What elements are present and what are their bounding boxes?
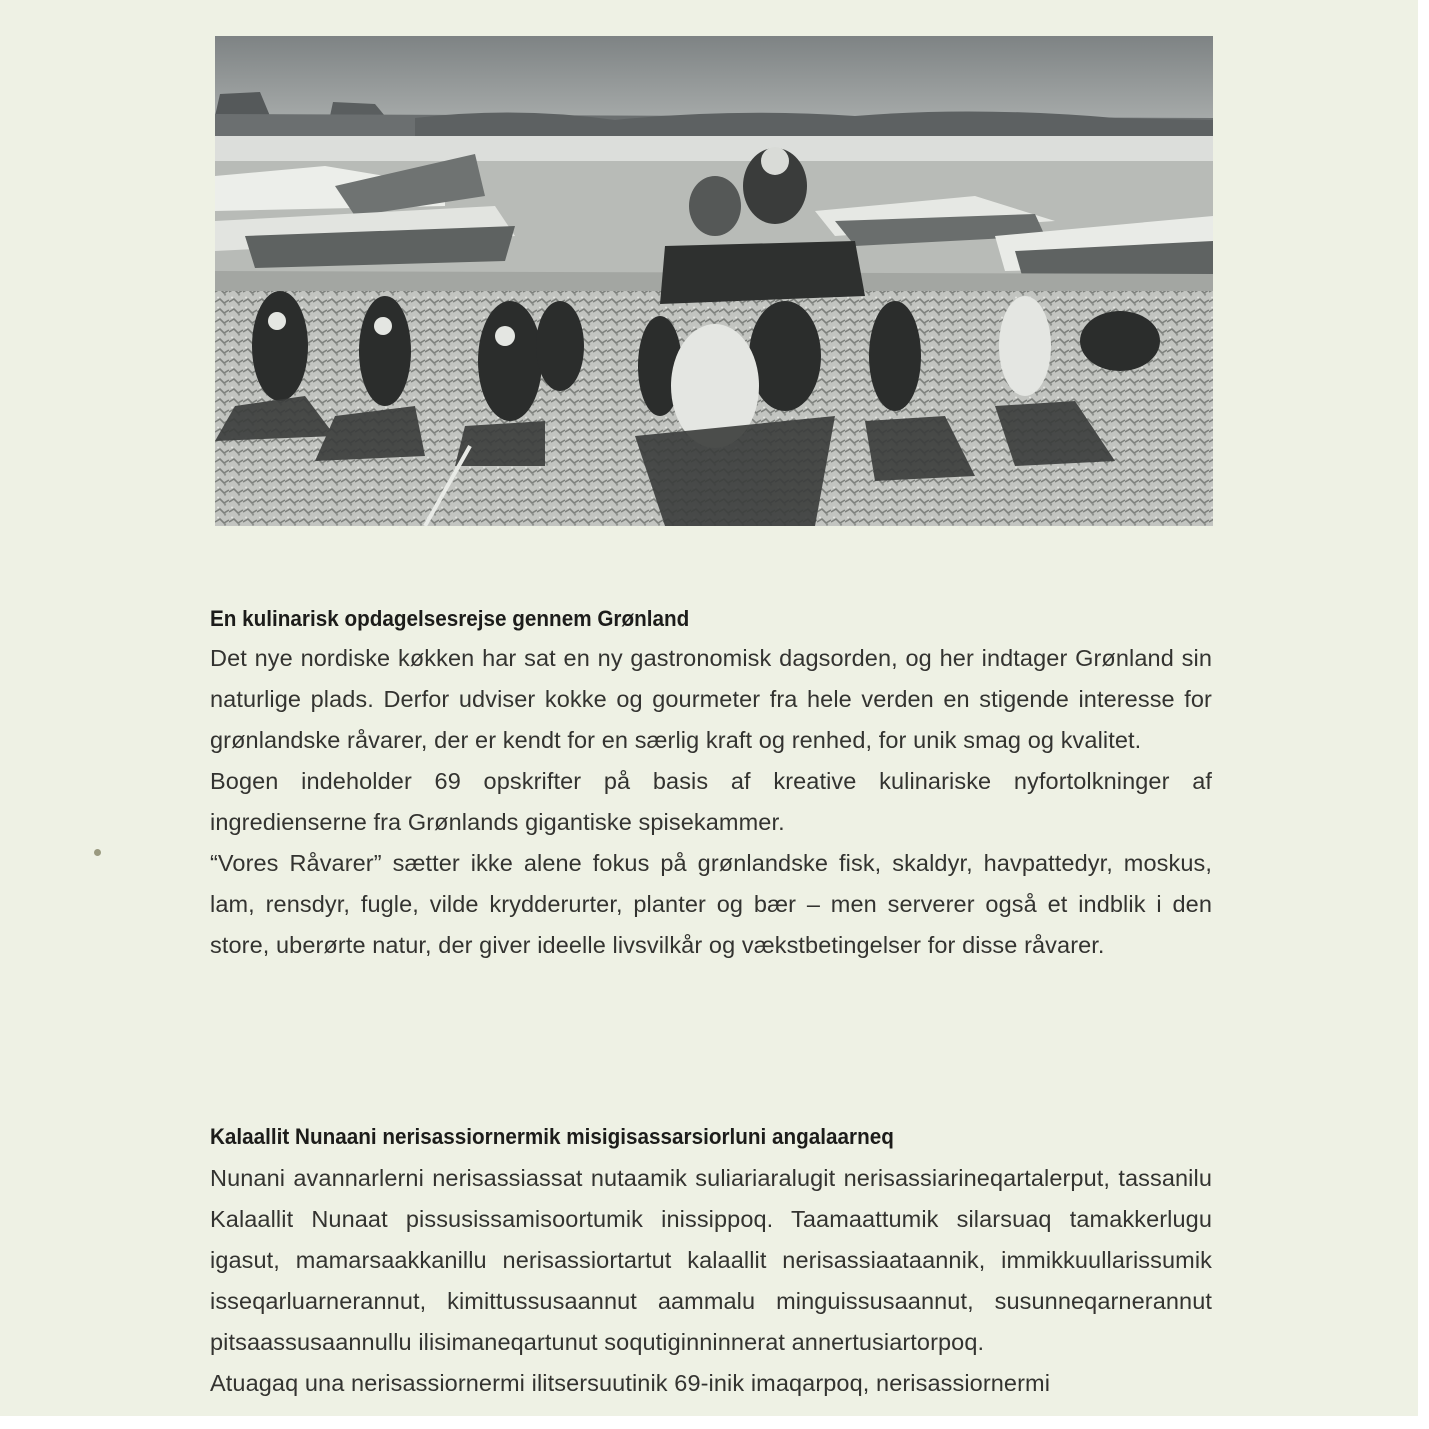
greenlandic-paragraph-1: Nunani avannarlerni nerisassiassat nutaamik suliariaralugit nerisassiarineqartalerput, tassanilu Kalaallit Nunaat pissusissamisoortumik inissippoq. Taamaattumik silarsuaq tamakkerlugu igasut, mamarsaakkanillu nerisassiortartut kalaallit nerisassiaataannik, immikkuullarissumik isseqarluarnerannut, kimittussusaannut aammalu minguissusaannut, susunneqarnerannut pitsaassusaannullu ilisimaneqartunut soqutiginninnerat annertusiartorpoq. <box>210 1165 1212 1355</box>
scan-right-edge <box>1418 0 1429 1429</box>
danish-heading: En kulinarisk opdagelsesrejse gennem Grønland <box>210 606 690 631</box>
article-greenlandic <box>210 1122 1212 1404</box>
danish-paragraph-1: Det nye nordiske køkken har sat en ny gastronomisk dagsorden, og her indtager Grønland sin naturlige plads. Derfor udviser kokke og gourmeter fra hele verden en stigende interesse for grønlandske råvarer, der er kendt for en særlig kraft og renhed, for unik smag og kvalitet. <box>210 645 1212 753</box>
sled-dogs-photo <box>215 36 1213 526</box>
scan-bottom-edge <box>0 1416 1429 1429</box>
photo-illustration <box>215 36 1213 526</box>
page-speck <box>94 849 101 856</box>
greenlandic-heading: Kalaallit Nunaani nerisassiornermik misigisassarsiorluni angalaarneq <box>210 1124 894 1149</box>
article-danish <box>210 604 1212 966</box>
danish-paragraph-3: “Vores Råvarer” sætter ikke alene fokus på grønlandske fisk, skaldyr, havpattedyr, moskus, lam, rensdyr, fugle, vilde krydderurter, planter og bær – men serverer også et indblik i den store, uberørte natur, der giver ideelle livsvilkår og vækstbetingelser for disse råvarer. <box>210 850 1212 958</box>
greenlandic-paragraph-2: Atuagaq una nerisassiornermi ilitsersuutinik 69-inik imaqarpoq, nerisassiornermi <box>210 1370 1051 1396</box>
danish-paragraph-2: Bogen indeholder 69 opskrifter på basis af kreative kulinariske nyfortolkninger af ingredienserne fra Grønlands gigantiske spisekammer. <box>210 768 1212 835</box>
